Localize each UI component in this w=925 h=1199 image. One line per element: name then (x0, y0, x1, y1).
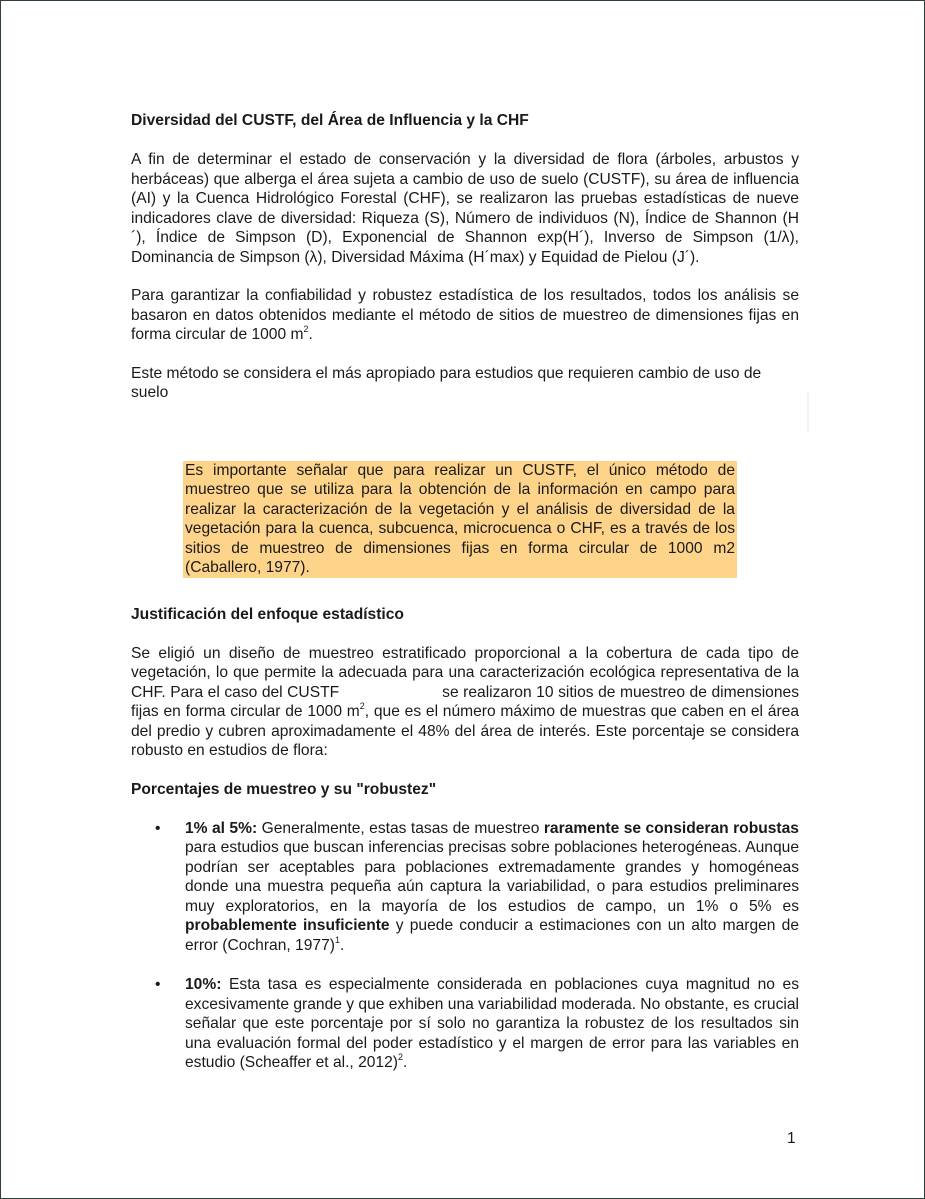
footnote-ref: 1 (334, 934, 340, 945)
bullet-icon: • (155, 819, 161, 837)
paragraph-intro: A fin de determinar el estado de conservación y la diversidad de flora (árboles, arbustos y herbáceas) que alberga el área sujeta a cambio de uso de suelo (CUSTF), su área de influencia (AI) y la Cuenca Hidrológico Forestal (CHF), se realizaron las pruebas estadísticas de nueve indicadores clave de diversidad: Riqueza (S), Número de individuos (N), Índice de Shannon (H´), Índice de Simpson (D), Exponencial de Shannon exp(H´), Inverso de Simpson (1/λ), Dominancia de Simpson (λ), Diversidad Máxima (H´max) y Equidad de Pielou (J´). (131, 151, 799, 266)
list-item (131, 975, 799, 1073)
superscript-2: 2 (303, 324, 309, 334)
heading-justificacion: Justificación del enfoque estadístico (131, 605, 404, 623)
bullet-text: . (339, 936, 345, 954)
paragraph-confiabilidad (131, 286, 799, 345)
bullet-text: . (402, 1054, 408, 1071)
heading-porcentajes: Porcentajes de muestreo y su "robustez" (131, 780, 437, 798)
bullet-lead: 10%: (185, 976, 222, 993)
list-item (131, 819, 799, 956)
highlighted-callout: Es importante señalar que para realizar un CUSTF, el único método de muestreo que se utiliza para la obtención de la información en campo para realizar la caracterización de la vegetación y el análisis de diversidad de la vegetación para la cuenca, subcuenca, microcuenca o CHF, es a través de los sitios de muestreo de dimensiones fijas en forma circular de 1000 m2 (Caballero, 1977). (185, 461, 735, 576)
paragraph-metodo: Este método se considera el más apropiado para estudios que requieren cambio de uso de suelo (131, 364, 762, 401)
paragraph-confiabilidad-end: . (308, 326, 313, 343)
bullet-list (131, 819, 799, 1073)
heading-diversidad: Diversidad del CUSTF, del Área de Influencia y la CHF (131, 112, 529, 129)
bullet-bold: probablemente insuficiente (185, 917, 390, 934)
page-content (131, 111, 799, 1073)
bullet-icon: • (155, 976, 161, 993)
bullet-text: Esta tasa es especialmente considerada en poblaciones cuya magnitud no es excesivamente grande y que exhiben una variabilidad moderada. No obstante, es crucial señalar que este porcentaje por sí solo no garantiza la robustez de los resultados sin una evaluación formal del poder estadístico y el margen de error para las variables en estudio (Scheaffer et al., 2012) (185, 976, 799, 1071)
paragraph-confiabilidad-text: Para garantizar la confiabilidad y robustez estadística de los resultados, todos los análisis se basaron en datos obtenidos mediante el método de sitios de muestreo de dimensiones fijas en forma circular de 1000 m (131, 287, 799, 343)
superscript-2: 2 (359, 701, 365, 711)
paragraph-diseno-b: se realizaron 10 sitios de muestreo de dimensiones fijas en forma circular de 1000 m (131, 683, 799, 720)
paragraph-diseno-a: Se eligió un diseño de muestreo estratificado proporcional a la cobertura de cada tipo de vegetación, lo que permite la adecuada para una caracterización ecológica representativa de la CHF. Para el caso del CUSTF (131, 644, 799, 701)
bullet-text: y puede conducir a estimaciones con un alto margen de error (Cochran, 1977) (185, 917, 799, 954)
page-number: 1 (787, 1130, 796, 1147)
paragraph-diseno (131, 644, 799, 761)
bullet-lead: 1% al 5%: (185, 819, 258, 837)
bullet-bold: raramente se consideran robustas (543, 819, 799, 837)
footnote-ref: 2 (397, 1052, 403, 1062)
bullet-text: Generalmente, estas tasas de muestreo (257, 819, 544, 837)
faint-margin-mark (807, 391, 809, 433)
paragraph-diseno-c: , que es el número máximo de muestras que caben en el área del predio y cubren aproximadamente el 48% del área de interés. Este porcentaje se considera robusto en estudios de flora: (131, 703, 799, 759)
bullet-text: para estudios que buscan inferencias precisas sobre poblaciones heterogéneas. Aunque podrían ser aceptables para poblaciones extremadamente grandes y homogéneas donde una muestra pequeña aún captura la variabilidad, o para estudios preliminares muy exploratorios, en la mayoría de los estudios de campo, un 1% o 5% es (185, 839, 799, 915)
